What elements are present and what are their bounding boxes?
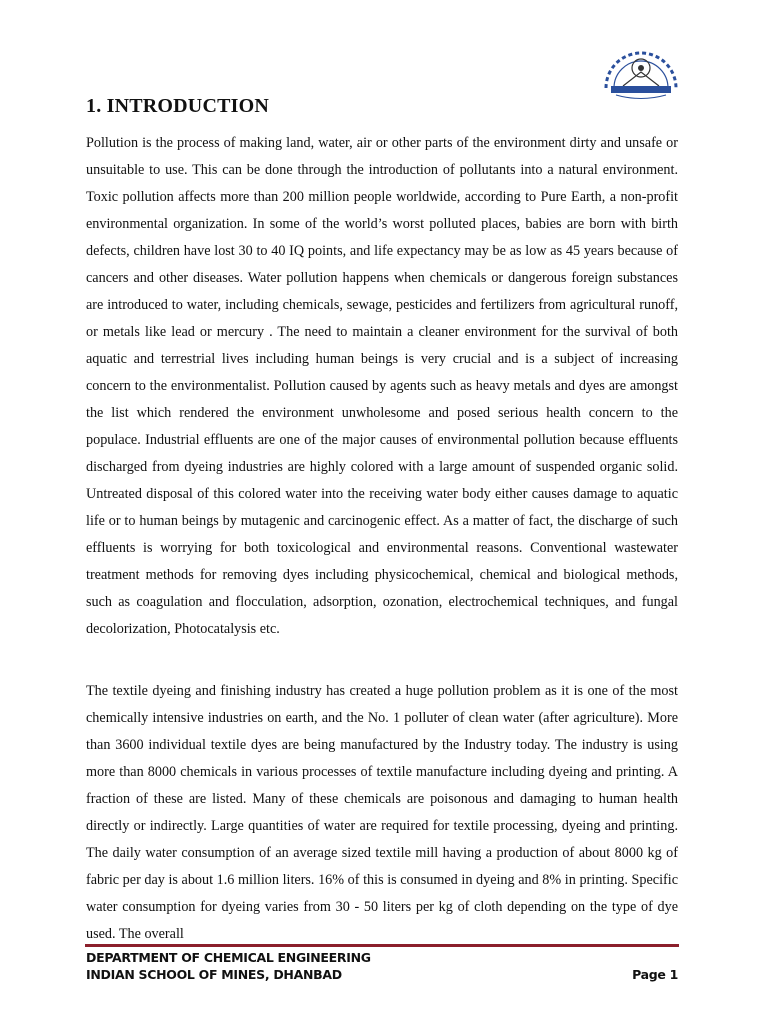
logo-emblem-icon	[598, 42, 684, 100]
body-paragraph: The textile dyeing and finishing industry has created a huge pollution problem as it is one of the most chemically intensive industries on earth, and the No. 1 polluter of clean water (after agriculture). More than 3600 individual textile dyes are being manufactured by the Industry today. The industry is using more than 8000 chemicals in various processes of textile manufacture including dyeing and printing. A fraction of these are listed. Many of these chemicals are poisonous and damaging to human health directly or indirectly. Large quantities of water are required for textile processing, dyeing and printing. The daily water consumption of an average sized textile mill having a production of about 8000 kg of fabric per day is about 1.6 million liters. 16% of this is consumed in dyeing and 8% in printing. Specific water consumption for dyeing varies from 30 - 50 liters per kg of cloth depending on the type of dye used. The overall	[86, 683, 678, 942]
page-number: Page 1	[632, 967, 678, 982]
footer-divider	[85, 944, 679, 947]
footer-school: INDIAN SCHOOL OF MINES, DHANBAD	[86, 967, 342, 982]
section-heading: 1. INTRODUCTION	[86, 95, 270, 117]
footer-department: DEPARTMENT OF CHEMICAL ENGINEERING	[86, 950, 371, 965]
body-paragraph: Pollution is the process of making land, water, air or other parts of the environment dirty and unsafe or unsuitable to use. This can be done through the introduction of pollutants into a natural environment. Toxic pollution affects more than 200 million people worldwide, according to Pure Earth, a non-profit environmental organization. In some of the world’s worst polluted places, babies are born with birth defects, children have lost 30 to 40 IQ points, and life expectancy may be as low as 45 years because of cancers and other diseases. Water pollution happens when chemicals or dangerous foreign substances are introduced to water, including chemicals, sewage, pesticides and fertilizers from agricultural runoff, or metals like lead or mercury . The need to maintain a cleaner environment for the survival of both aquatic and terrestrial lives including human beings is very crucial and is a subject of increasing concern to the environmentalist. Pollution caused by agents such as heavy metals and dyes are amongst the list which rendered the environment unwholesome and posed serious health concern to the populace. Industrial effluents are one of the major causes of environmental pollution because effluents discharged from dyeing industries are highly colored with a large amount of suspended organic solid. Untreated disposal of this colored water into the receiving water body either causes damage to aquatic life or to human beings by mutagenic and carcinogenic effect. As a matter of fact, the discharge of such effluents is worrying for both toxicological and environmental reasons. Conventional wastewater treatment methods for removing dyes including physicochemical, chemical and biological methods, such as coagulation and flocculation, adsorption, ozonation, electrochemical techniques, and fungal decolorization, Photocatalysis etc.	[86, 135, 678, 637]
institution-logo	[598, 42, 684, 100]
